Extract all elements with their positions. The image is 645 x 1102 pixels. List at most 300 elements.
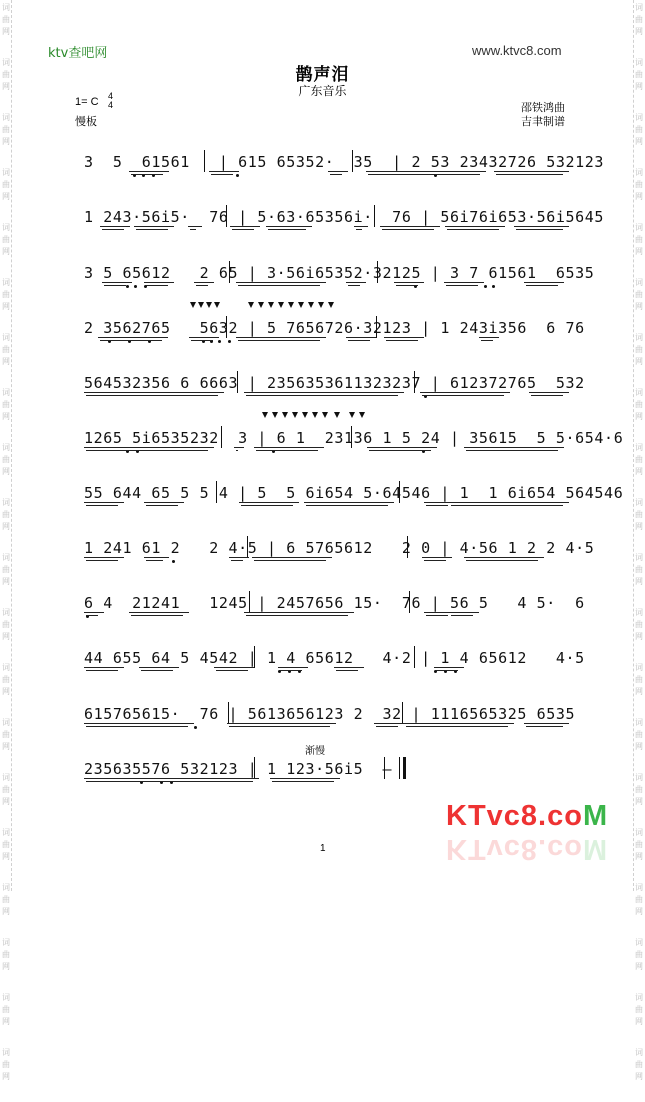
note-underline xyxy=(464,557,544,558)
accent-triangle-icon xyxy=(334,412,340,418)
note-underline xyxy=(102,282,132,283)
note-double-underline xyxy=(266,615,348,616)
note-double-underline xyxy=(232,229,254,230)
note-double-underline xyxy=(141,670,173,671)
accent-triangle-icon xyxy=(268,302,274,308)
watermark-logo-text: KTvc8.co xyxy=(446,800,583,832)
watermark-side-char: 网 xyxy=(635,797,643,806)
note-underline xyxy=(229,557,249,558)
watermark-side-char: 网 xyxy=(635,852,643,861)
score-line xyxy=(84,538,595,564)
score-line-notes: 1265 5i6535232 3 | 6 1 23136 1 5 24 | 35615 5 5·654·6 xyxy=(84,429,624,447)
accent-marks xyxy=(84,357,569,365)
watermark-reflection-text: KTvc8.co xyxy=(446,833,583,865)
accent-marks xyxy=(84,688,569,696)
note-double-underline xyxy=(356,229,362,230)
note-underline xyxy=(346,337,376,338)
note-double-underline xyxy=(191,340,213,341)
watermark-side-char: 曲 xyxy=(2,565,10,574)
measure-bar-line xyxy=(376,316,377,338)
measure-bar-line xyxy=(226,205,227,227)
note-double-underline xyxy=(382,229,434,230)
site-logo-text[interactable]: ktv查吧网 xyxy=(48,46,108,61)
note-double-underline xyxy=(376,726,398,727)
accent-triangle-icon xyxy=(288,302,294,308)
note-double-underline xyxy=(254,560,326,561)
score-line-notes: 44 655 64 5 4542 | 1 4 65612 4·2 | 1 4 65612 4·5 xyxy=(84,649,585,667)
note-double-underline xyxy=(146,560,163,561)
note-underline xyxy=(84,557,124,558)
score-line xyxy=(84,263,595,289)
watermark-side-char: 词 xyxy=(635,773,643,782)
final-bar-thin xyxy=(399,757,400,779)
note-underline xyxy=(84,612,104,613)
accent-marks xyxy=(84,247,569,255)
note-underline xyxy=(129,612,189,613)
note-underline xyxy=(144,557,169,558)
accent-triangle-icon xyxy=(359,412,365,418)
measure-bar-line xyxy=(377,261,378,283)
watermark-side-char: 网 xyxy=(635,742,643,751)
watermark-side-char: 词 xyxy=(2,828,10,837)
accent-triangle-icon xyxy=(206,302,212,308)
accent-triangle-icon xyxy=(292,412,298,418)
watermark-side-char: 词 xyxy=(2,58,10,67)
watermark-side-char: 词 xyxy=(635,883,643,892)
note-double-underline xyxy=(424,560,446,561)
watermark-side-char: 网 xyxy=(2,742,10,751)
accent-marks xyxy=(84,412,569,420)
right-watermark-strip xyxy=(633,0,645,1081)
song-genre: 广东音乐 xyxy=(298,84,347,98)
watermark-side-char: 词 xyxy=(635,663,643,672)
note-underline xyxy=(84,723,194,724)
note-underline xyxy=(524,723,569,724)
accent-triangle-icon xyxy=(278,302,284,308)
score-line xyxy=(84,759,569,785)
watermark-reflection-m: M xyxy=(582,833,609,865)
note-underline xyxy=(367,447,437,448)
note-double-underline xyxy=(336,670,358,671)
watermark-side-char: 网 xyxy=(635,27,643,36)
watermark-side-char: 曲 xyxy=(2,895,10,904)
accent-triangle-icon xyxy=(308,302,314,308)
note-double-underline xyxy=(86,670,118,671)
watermark-side-char: 曲 xyxy=(2,1060,10,1069)
watermark-side-char: 网 xyxy=(2,577,10,586)
note-underline xyxy=(236,723,336,724)
score-line-notes: 235635576 532123 | 1 123·56i5 — xyxy=(84,760,393,778)
measure-bar-line xyxy=(229,261,230,283)
measure-bar-line xyxy=(221,426,222,448)
note-underline xyxy=(354,226,368,227)
watermark-side-char: 网 xyxy=(2,522,10,531)
watermark-side-char: 曲 xyxy=(2,785,10,794)
watermark-side-char: 网 xyxy=(2,82,10,91)
page-number: 1 xyxy=(320,843,326,854)
note-underline xyxy=(84,778,259,779)
note-underline xyxy=(266,226,312,227)
watermark-side-char: 曲 xyxy=(635,785,643,794)
watermark-side-char: 网 xyxy=(2,852,10,861)
note-underline xyxy=(366,171,486,172)
note-double-underline xyxy=(238,726,330,727)
note-underline xyxy=(444,282,484,283)
low-octave-dot xyxy=(126,285,129,288)
note-underline xyxy=(236,282,326,283)
note-underline xyxy=(134,226,174,227)
note-double-underline xyxy=(466,560,538,561)
watermark-side-char: 曲 xyxy=(635,510,643,519)
watermark-side-char: 词 xyxy=(2,883,10,892)
note-double-underline xyxy=(146,505,178,506)
watermark-side-char: 曲 xyxy=(635,70,643,79)
watermark-side-char: 词 xyxy=(2,278,10,287)
accent-triangle-icon xyxy=(214,302,220,308)
note-double-underline xyxy=(238,285,320,286)
watermark-side-char: 曲 xyxy=(2,730,10,739)
watermark-side-char: 网 xyxy=(2,687,10,696)
accent-triangle-icon xyxy=(318,302,324,308)
watermark-side-char: 曲 xyxy=(2,290,10,299)
watermark-side-char: 曲 xyxy=(2,1005,10,1014)
watermark-side-char: 曲 xyxy=(635,455,643,464)
note-underline xyxy=(374,723,404,724)
accent-triangle-icon xyxy=(190,302,196,308)
measure-bar-line xyxy=(409,591,410,613)
note-double-underline xyxy=(131,174,163,175)
accent-triangle-icon xyxy=(328,302,334,308)
note-underline xyxy=(422,557,452,558)
note-double-underline xyxy=(466,450,558,451)
watermark-side-char: 网 xyxy=(635,522,643,531)
watermark-side-char: 曲 xyxy=(2,70,10,79)
note-double-underline xyxy=(236,450,238,451)
watermark-side-char: 曲 xyxy=(635,1005,643,1014)
watermark-side-char: 网 xyxy=(635,907,643,916)
watermark-side-char: 网 xyxy=(2,962,10,971)
note-underline xyxy=(209,171,239,172)
note-double-underline xyxy=(369,450,431,451)
measure-bar-line xyxy=(402,702,403,724)
measure-bar-line xyxy=(351,426,352,448)
song-title: 鹊声泪 xyxy=(295,65,350,85)
right-dashed-line xyxy=(633,0,634,891)
watermark-side-char: 词 xyxy=(635,278,643,287)
watermark-side-char: 词 xyxy=(635,223,643,232)
measure-bar-line xyxy=(352,150,353,172)
watermark-side-char: 网 xyxy=(635,192,643,201)
note-double-underline xyxy=(190,229,196,230)
note-underline xyxy=(214,667,254,668)
measure-bar-line xyxy=(399,481,400,503)
note-underline xyxy=(144,502,184,503)
note-underline xyxy=(494,171,569,172)
watermark-side-char: 网 xyxy=(635,577,643,586)
note-underline xyxy=(144,282,174,283)
note-underline xyxy=(84,502,124,503)
score-line-notes: 55 644 65 5 5 4 | 5 5 6i654 5·64546 | 1 1 6i654 564546 xyxy=(84,484,624,502)
watermark-side-char: 词 xyxy=(2,3,10,12)
measure-bar-line xyxy=(414,646,415,668)
note-underline xyxy=(464,447,564,448)
watermark-side-char: 词 xyxy=(635,1048,643,1057)
accent-marks xyxy=(84,632,569,640)
note-underline xyxy=(334,667,364,668)
score-line xyxy=(84,207,605,233)
watermark-side-char: 曲 xyxy=(635,565,643,574)
score-line xyxy=(84,373,585,399)
watermark-side-char: 曲 xyxy=(635,675,643,684)
watermark-side-char: 网 xyxy=(2,247,10,256)
note-double-underline xyxy=(268,229,306,230)
watermark-side-char: 词 xyxy=(2,223,10,232)
note-underline xyxy=(98,337,168,338)
tempo-marking: 慢板 xyxy=(75,115,97,128)
ktvc8-watermark-reflection xyxy=(446,832,608,865)
watermark-side-char: 曲 xyxy=(2,125,10,134)
watermark-side-char: 曲 xyxy=(2,840,10,849)
site-url[interactable]: www.ktvc8.com xyxy=(472,43,562,58)
measure-bar-line xyxy=(204,150,205,172)
measure-bar-line xyxy=(407,536,408,558)
note-double-underline xyxy=(256,450,318,451)
accent-triangle-icon xyxy=(349,412,355,418)
note-underline xyxy=(84,447,214,448)
accent-triangle-icon xyxy=(272,412,278,418)
note-double-underline xyxy=(238,340,320,341)
note-double-underline xyxy=(526,285,558,286)
watermark-side-char: 网 xyxy=(2,632,10,641)
measure-bar-line xyxy=(254,757,255,779)
note-double-underline xyxy=(306,505,388,506)
accent-triangle-icon xyxy=(322,412,328,418)
composer-credit: 邵铁鸿曲 xyxy=(521,101,565,114)
note-double-underline xyxy=(348,340,370,341)
note-double-underline xyxy=(231,560,243,561)
watermark-side-char: 曲 xyxy=(635,180,643,189)
low-octave-dot xyxy=(194,726,197,729)
watermark-side-char: 词 xyxy=(2,553,10,562)
watermark-side-char: 网 xyxy=(635,357,643,366)
watermark-side-char: 词 xyxy=(2,113,10,122)
accent-marks xyxy=(84,191,569,199)
time-signature-bottom: 4 xyxy=(108,100,114,110)
watermark-side-char: 词 xyxy=(635,718,643,727)
watermark-logo-m: M xyxy=(582,800,609,832)
note-double-underline xyxy=(516,229,563,230)
note-double-underline xyxy=(422,395,504,396)
watermark-side-char: 网 xyxy=(2,302,10,311)
note-double-underline xyxy=(86,726,188,727)
score-line-notes: 564532356 6 6663 | 2356353611323237 | 612372765 532 xyxy=(84,374,585,392)
note-double-underline xyxy=(348,285,360,286)
note-underline xyxy=(394,282,424,283)
note-underline xyxy=(194,282,214,283)
note-double-underline xyxy=(406,726,508,727)
watermark-side-char: 网 xyxy=(2,137,10,146)
score-line-notes: 3 5 61561 | 615 65352· 35 | 2 53 23432726 532123 xyxy=(84,153,605,171)
measure-bar-line xyxy=(228,702,229,724)
watermark-side-char: 词 xyxy=(635,388,643,397)
watermark-side-char: 网 xyxy=(635,1017,643,1026)
watermark-side-char: 网 xyxy=(635,137,643,146)
watermark-side-char: 曲 xyxy=(635,345,643,354)
note-double-underline xyxy=(102,229,124,230)
watermark-side-char: 曲 xyxy=(635,840,643,849)
watermark-side-char: 网 xyxy=(635,632,643,641)
accent-triangle-icon xyxy=(298,302,304,308)
key-signature: 1= C xyxy=(75,96,99,108)
note-underline xyxy=(529,392,569,393)
note-double-underline xyxy=(86,505,118,506)
watermark-side-char: 词 xyxy=(2,443,10,452)
note-double-underline xyxy=(86,560,118,561)
accent-triangle-icon xyxy=(262,412,268,418)
watermark-side-char: 曲 xyxy=(635,620,643,629)
watermark-side-char: 词 xyxy=(635,498,643,507)
watermark-side-char: 词 xyxy=(2,993,10,1002)
watermark-side-char: 曲 xyxy=(2,620,10,629)
left-dashed-line xyxy=(11,0,12,891)
low-octave-dot xyxy=(228,340,231,343)
note-double-underline xyxy=(426,505,448,506)
note-double-underline xyxy=(330,174,342,175)
note-underline xyxy=(129,171,169,172)
note-double-underline xyxy=(211,174,233,175)
note-double-underline xyxy=(531,395,563,396)
watermark-side-char: 网 xyxy=(635,687,643,696)
note-double-underline xyxy=(196,285,208,286)
note-underline xyxy=(239,502,299,503)
watermark-side-char: 曲 xyxy=(635,400,643,409)
note-underline xyxy=(384,337,424,338)
watermark-side-char: 网 xyxy=(2,192,10,201)
watermark-side-char: 曲 xyxy=(2,455,10,464)
watermark-side-char: 曲 xyxy=(2,675,10,684)
low-octave-dot xyxy=(492,285,495,288)
measure-bar-line xyxy=(216,481,217,503)
final-bar-thick xyxy=(403,757,406,779)
note-underline xyxy=(380,226,440,227)
note-double-underline xyxy=(426,615,448,616)
watermark-side-char: 网 xyxy=(635,82,643,91)
accent-triangle-icon xyxy=(248,302,254,308)
watermark-side-char: 网 xyxy=(635,962,643,971)
note-double-underline xyxy=(86,395,218,396)
watermark-side-char: 词 xyxy=(2,773,10,782)
note-double-underline xyxy=(280,670,302,671)
accent-marks xyxy=(84,577,569,585)
accent-marks xyxy=(84,743,569,751)
watermark-side-char: 词 xyxy=(635,828,643,837)
note-double-underline xyxy=(481,340,493,341)
ktvc8-watermark-logo[interactable] xyxy=(446,800,608,833)
time-signature xyxy=(108,92,113,110)
note-underline xyxy=(346,282,366,283)
watermark-side-char: 词 xyxy=(2,718,10,727)
score-line xyxy=(84,152,605,178)
measure-bar-line xyxy=(414,371,415,393)
note-underline xyxy=(236,337,326,338)
watermark-side-char: 词 xyxy=(635,993,643,1002)
note-double-underline xyxy=(526,726,563,727)
measure-bar-line xyxy=(237,371,238,393)
note-underline xyxy=(449,502,569,503)
score-line xyxy=(84,648,585,674)
note-underline xyxy=(189,337,219,338)
watermark-side-char: 曲 xyxy=(635,730,643,739)
note-double-underline xyxy=(396,285,418,286)
watermark-side-char: 曲 xyxy=(2,15,10,24)
note-underline xyxy=(278,667,308,668)
note-underline xyxy=(434,667,464,668)
watermark-side-char: 网 xyxy=(2,27,10,36)
accent-triangle-icon xyxy=(302,412,308,418)
note-double-underline xyxy=(246,395,398,396)
watermark-side-char: 曲 xyxy=(2,235,10,244)
accent-marks xyxy=(84,136,569,144)
note-double-underline xyxy=(86,615,98,616)
watermark-side-char: 曲 xyxy=(635,125,643,134)
watermark-side-char: 网 xyxy=(635,412,643,421)
note-underline xyxy=(230,226,260,227)
note-underline xyxy=(84,667,124,668)
score-line xyxy=(84,483,624,509)
score-line-notes: 615765615· 76 | 5613656123 2 32 | 1116565325 6535 xyxy=(84,705,576,723)
note-underline xyxy=(445,226,505,227)
note-underline xyxy=(254,447,324,448)
accent-triangle-icon xyxy=(258,302,264,308)
watermark-side-char: 词 xyxy=(635,938,643,947)
arranger-credit: 吉聿制谱 xyxy=(521,115,565,128)
watermark-side-char: 曲 xyxy=(2,345,10,354)
measure-bar-line xyxy=(247,536,248,558)
watermark-side-char: 词 xyxy=(2,608,10,617)
watermark-side-char: 词 xyxy=(2,168,10,177)
note-double-underline xyxy=(386,340,418,341)
note-underline xyxy=(404,723,514,724)
note-double-underline xyxy=(86,781,253,782)
watermark-side-char: 词 xyxy=(635,553,643,562)
watermark-side-char: 曲 xyxy=(2,400,10,409)
score-line-notes: 2 3562765 5632 | 5 7656726·32123 | 1 243i356 6 76 xyxy=(84,319,585,337)
note-double-underline xyxy=(496,174,563,175)
watermark-side-char: 曲 xyxy=(635,950,643,959)
watermark-side-char: 网 xyxy=(2,467,10,476)
time-signature-top: 4 xyxy=(108,91,114,101)
note-double-underline xyxy=(451,505,563,506)
note-underline xyxy=(304,502,394,503)
right-watermark-chars xyxy=(633,0,645,1102)
watermark-side-char: 曲 xyxy=(635,15,643,24)
watermark-side-char: 词 xyxy=(2,498,10,507)
measure-bar-line xyxy=(384,757,385,779)
measure-bar-line xyxy=(226,316,227,338)
note-underline xyxy=(234,447,244,448)
watermark-side-char: 曲 xyxy=(635,1060,643,1069)
accent-marks xyxy=(84,522,569,530)
note-underline xyxy=(328,171,348,172)
measure-bar-line xyxy=(249,591,250,613)
accent-marks xyxy=(84,302,569,310)
watermark-side-char: 词 xyxy=(635,333,643,342)
note-double-underline xyxy=(447,229,499,230)
watermark-side-char: 词 xyxy=(635,113,643,122)
note-double-underline xyxy=(104,285,126,286)
measure-bar-line xyxy=(254,646,255,668)
note-double-underline xyxy=(86,450,208,451)
